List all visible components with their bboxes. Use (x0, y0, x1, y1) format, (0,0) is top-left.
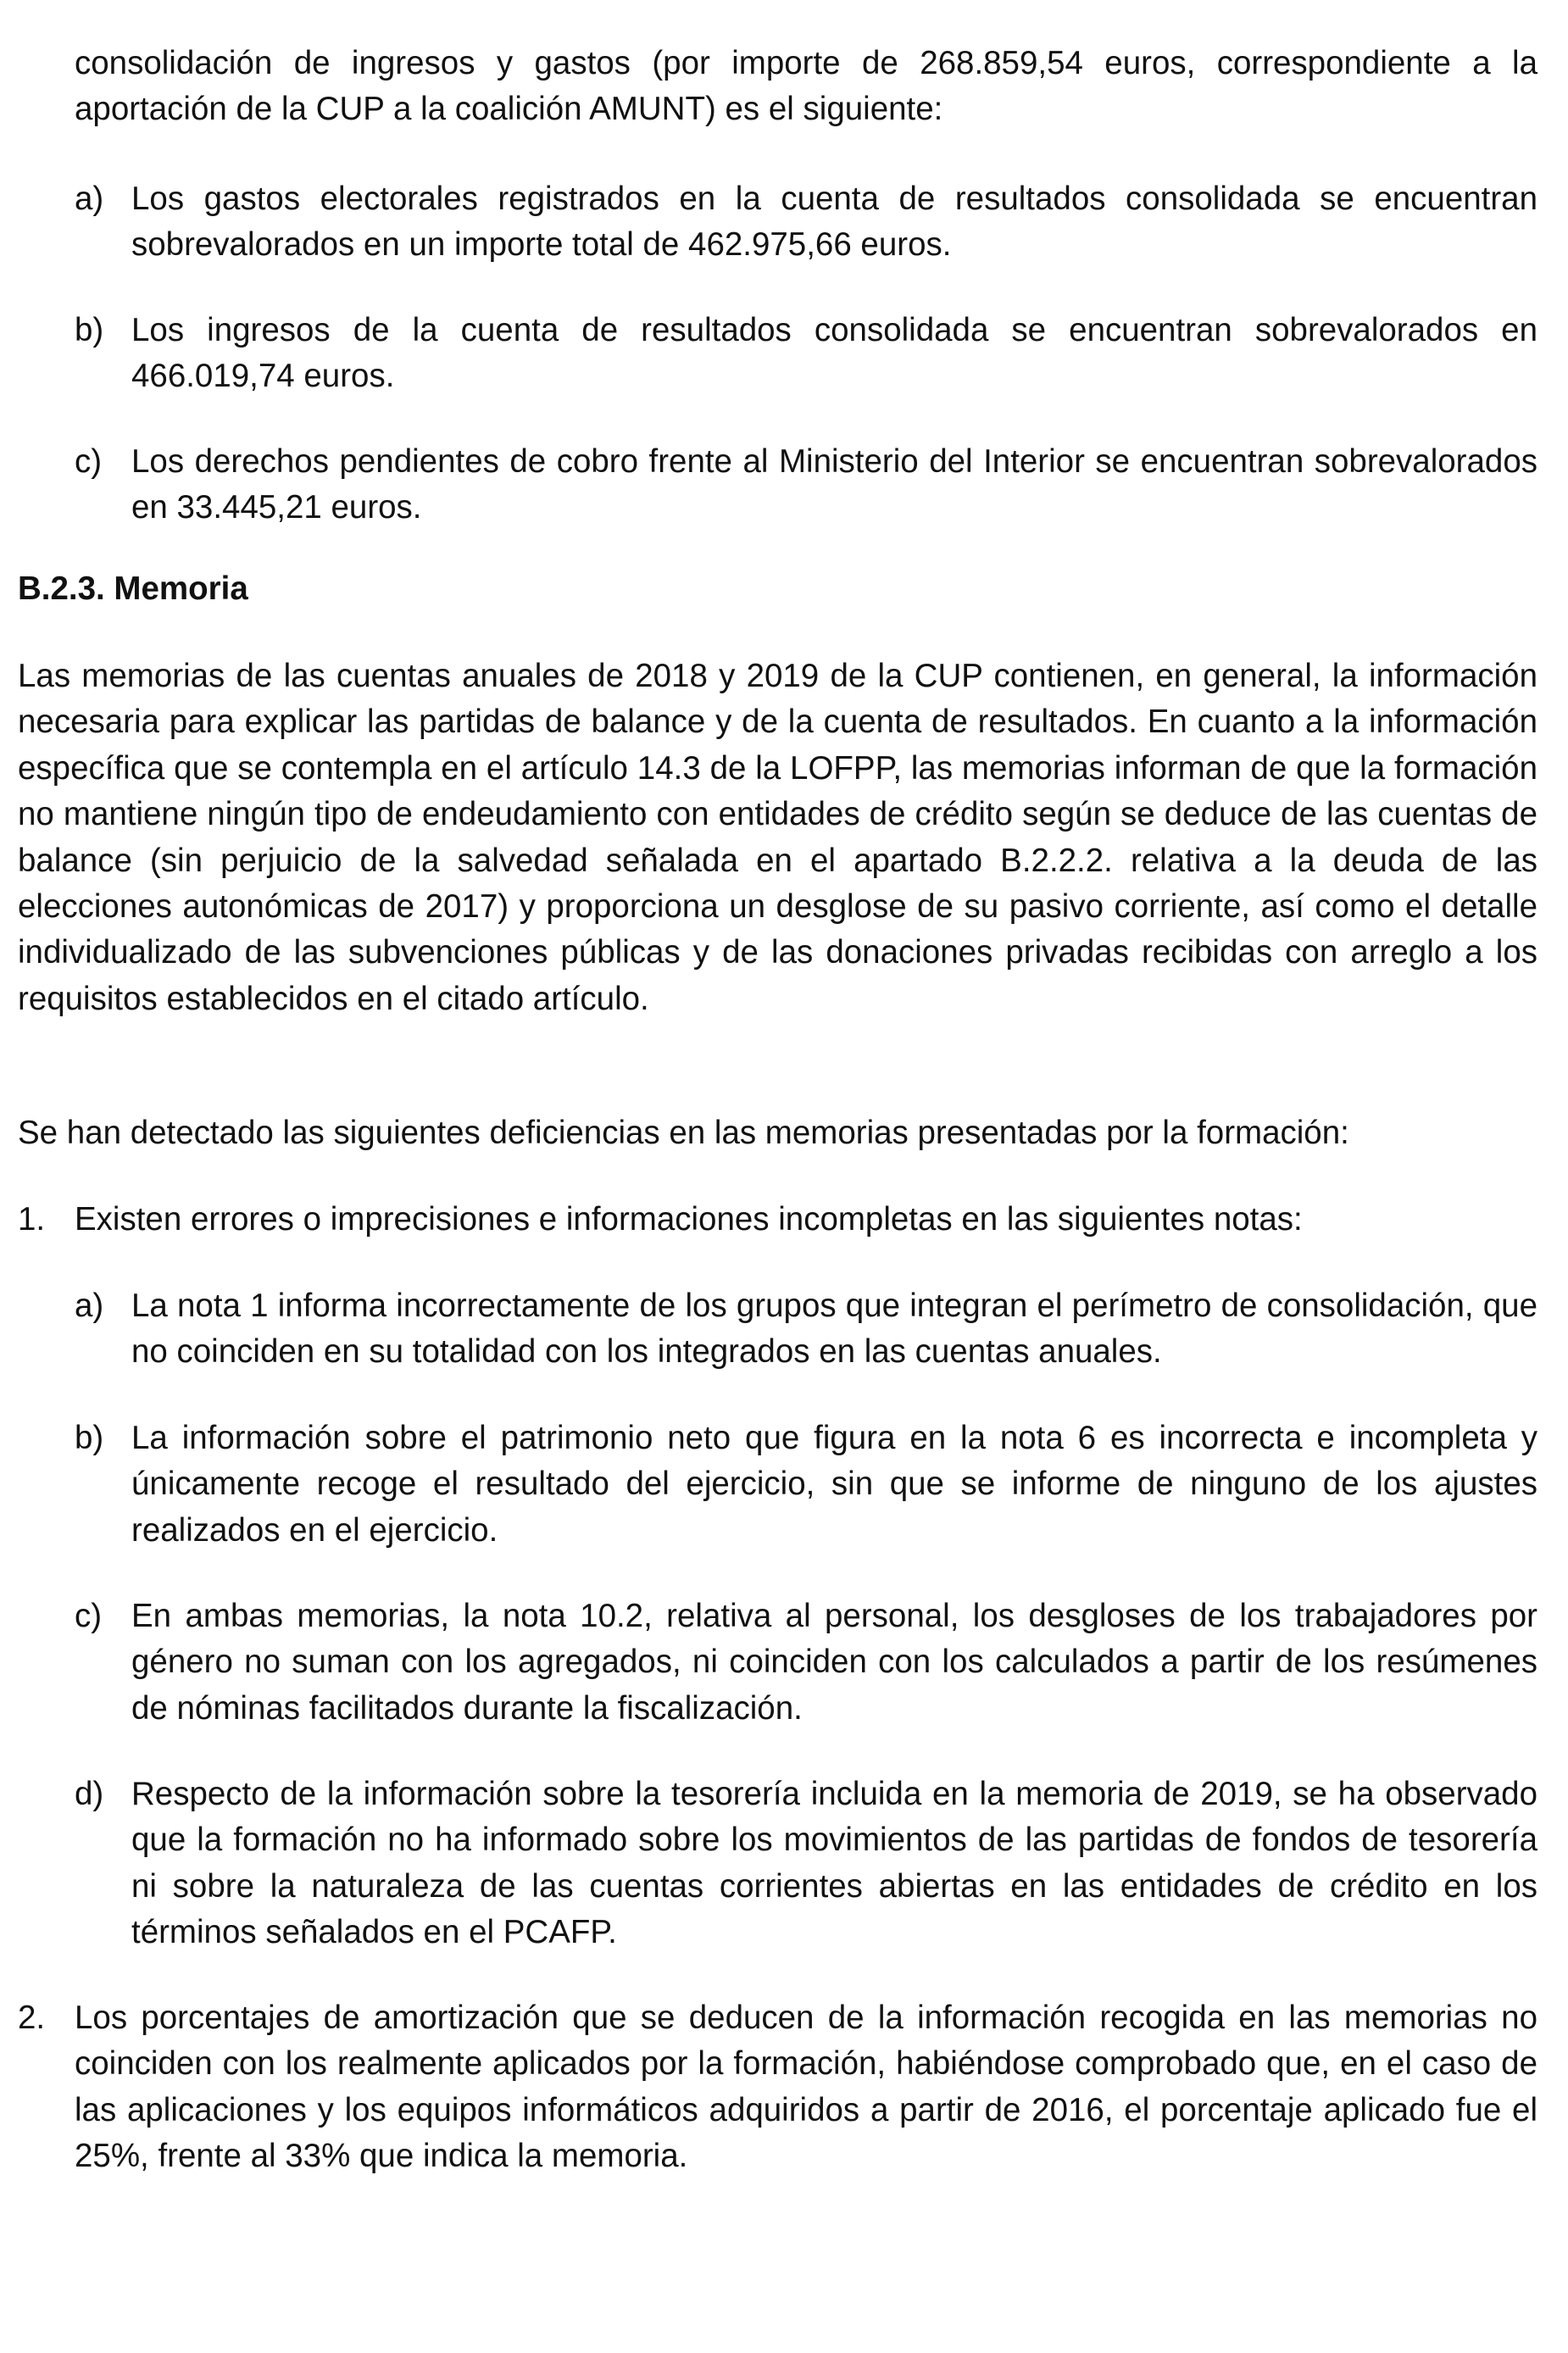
list-a-item-b: Los ingresos de la cuenta de resultados consolidada se encuentran sobrevalorados en 466.019,74 euros. (131, 312, 1537, 395)
list-a-label-c: c) (75, 443, 103, 480)
list-b-label-d: d) (75, 1776, 104, 1812)
intro-paragraph: consolidación de ingresos y gastos (por importe de 268.859,54 euros, correspondiente a la aportación de la CUP a la coalición AMUNT) es el siguiente: (75, 45, 1537, 128)
list-a-label-b: b) (75, 312, 104, 348)
list-a-item-c: Los derechos pendientes de cobro frente al Ministerio del Interior se encuentran sobrevalorados en 33.445,21 euros. (131, 443, 1537, 526)
list-b-item-d: Respecto de la información sobre la tesorería incluida en la memoria de 2019, se ha observado que la formación no ha informado sobre los movimientos de las partidas de fondos de tesorería ni sobre la naturaleza de las cuentas corrientes abiertas en las entidades de crédito en los términos señalados en el PCAFP. (131, 1776, 1537, 1951)
list-b-item-a: La nota 1 informa incorrectamente de los grupos que integran el perímetro de consolidación, que no coinciden en su totalidad con los integrados en las cuentas anuales. (131, 1288, 1537, 1371)
memoria-paragraph: Las memorias de las cuentas anuales de 2018 y 2019 de la CUP contienen, en general, la información necesaria para explicar las partidas de balance y de la cuenta de resultados. En cuanto a la información específica que se contempla en el artículo 14.3 de la LOFPP, las memorias informan de que la formación no mantiene ningún tipo de endeudamiento con entidades de crédito según se deduce de las cuentas de balance (sin perjuicio de la salvedad señalada en el apartado B.2.2.2. relativa a la deuda de las elecciones autonómicas de 2017) y proporciona un desglose de su pasivo corriente, así como el detalle individualizado de las subvenciones públicas y de las donaciones privadas recibidas con arreglo a los requisitos establecidos en el citado artículo. (18, 658, 1537, 1017)
list-a-item-a: Los gastos electorales registrados en la cuenta de resultados consolidada se encuentran sobrevalorados en un importe total de 462.975,66 euros. (131, 181, 1537, 264)
list-b-item-c: En ambas memorias, la nota 10.2, relativa al personal, los desgloses de los trabajadores por género no suman con los agregados, ni coinciden con los calculados a partir de los resúmenes de nóminas facilitados durante la fiscalización. (131, 1598, 1537, 1727)
list-b-label-c: c) (75, 1598, 103, 1634)
deficiencias-paragraph: Se han detectado las siguientes deficiencias en las memorias presentadas por la formación: (18, 1115, 1349, 1151)
list-b-item-b: La información sobre el patrimonio neto que figura en la nota 6 es incorrecta e incompleta y únicamente recoge el resultado del ejercicio, sin que se informe de ninguno de los ajustes realizados en el ejercicio. (131, 1420, 1537, 1549)
list-b-label-b: b) (75, 1420, 104, 1456)
numbered-label-2: 2. (18, 2000, 46, 2036)
numbered-item-2: Los porcentajes de amortización que se deducen de la información recogida en las memorias no coinciden con los realmente aplicados por la formación, habiéndose comprobado que, en el caso de las aplicaciones y los equipos informáticos adquiridos a partir de 2016, el porcentaje aplicado fue el 25%, frente al 33% que indica la memoria. (75, 2000, 1537, 2175)
list-b-label-a: a) (75, 1288, 104, 1324)
numbered-item-1: Existen errores o imprecisiones e informaciones incompletas en las siguientes notas: (75, 1201, 1303, 1238)
section-heading: B.2.3. Memoria (18, 570, 248, 607)
list-a-label-a: a) (75, 181, 104, 217)
numbered-label-1: 1. (18, 1201, 46, 1238)
